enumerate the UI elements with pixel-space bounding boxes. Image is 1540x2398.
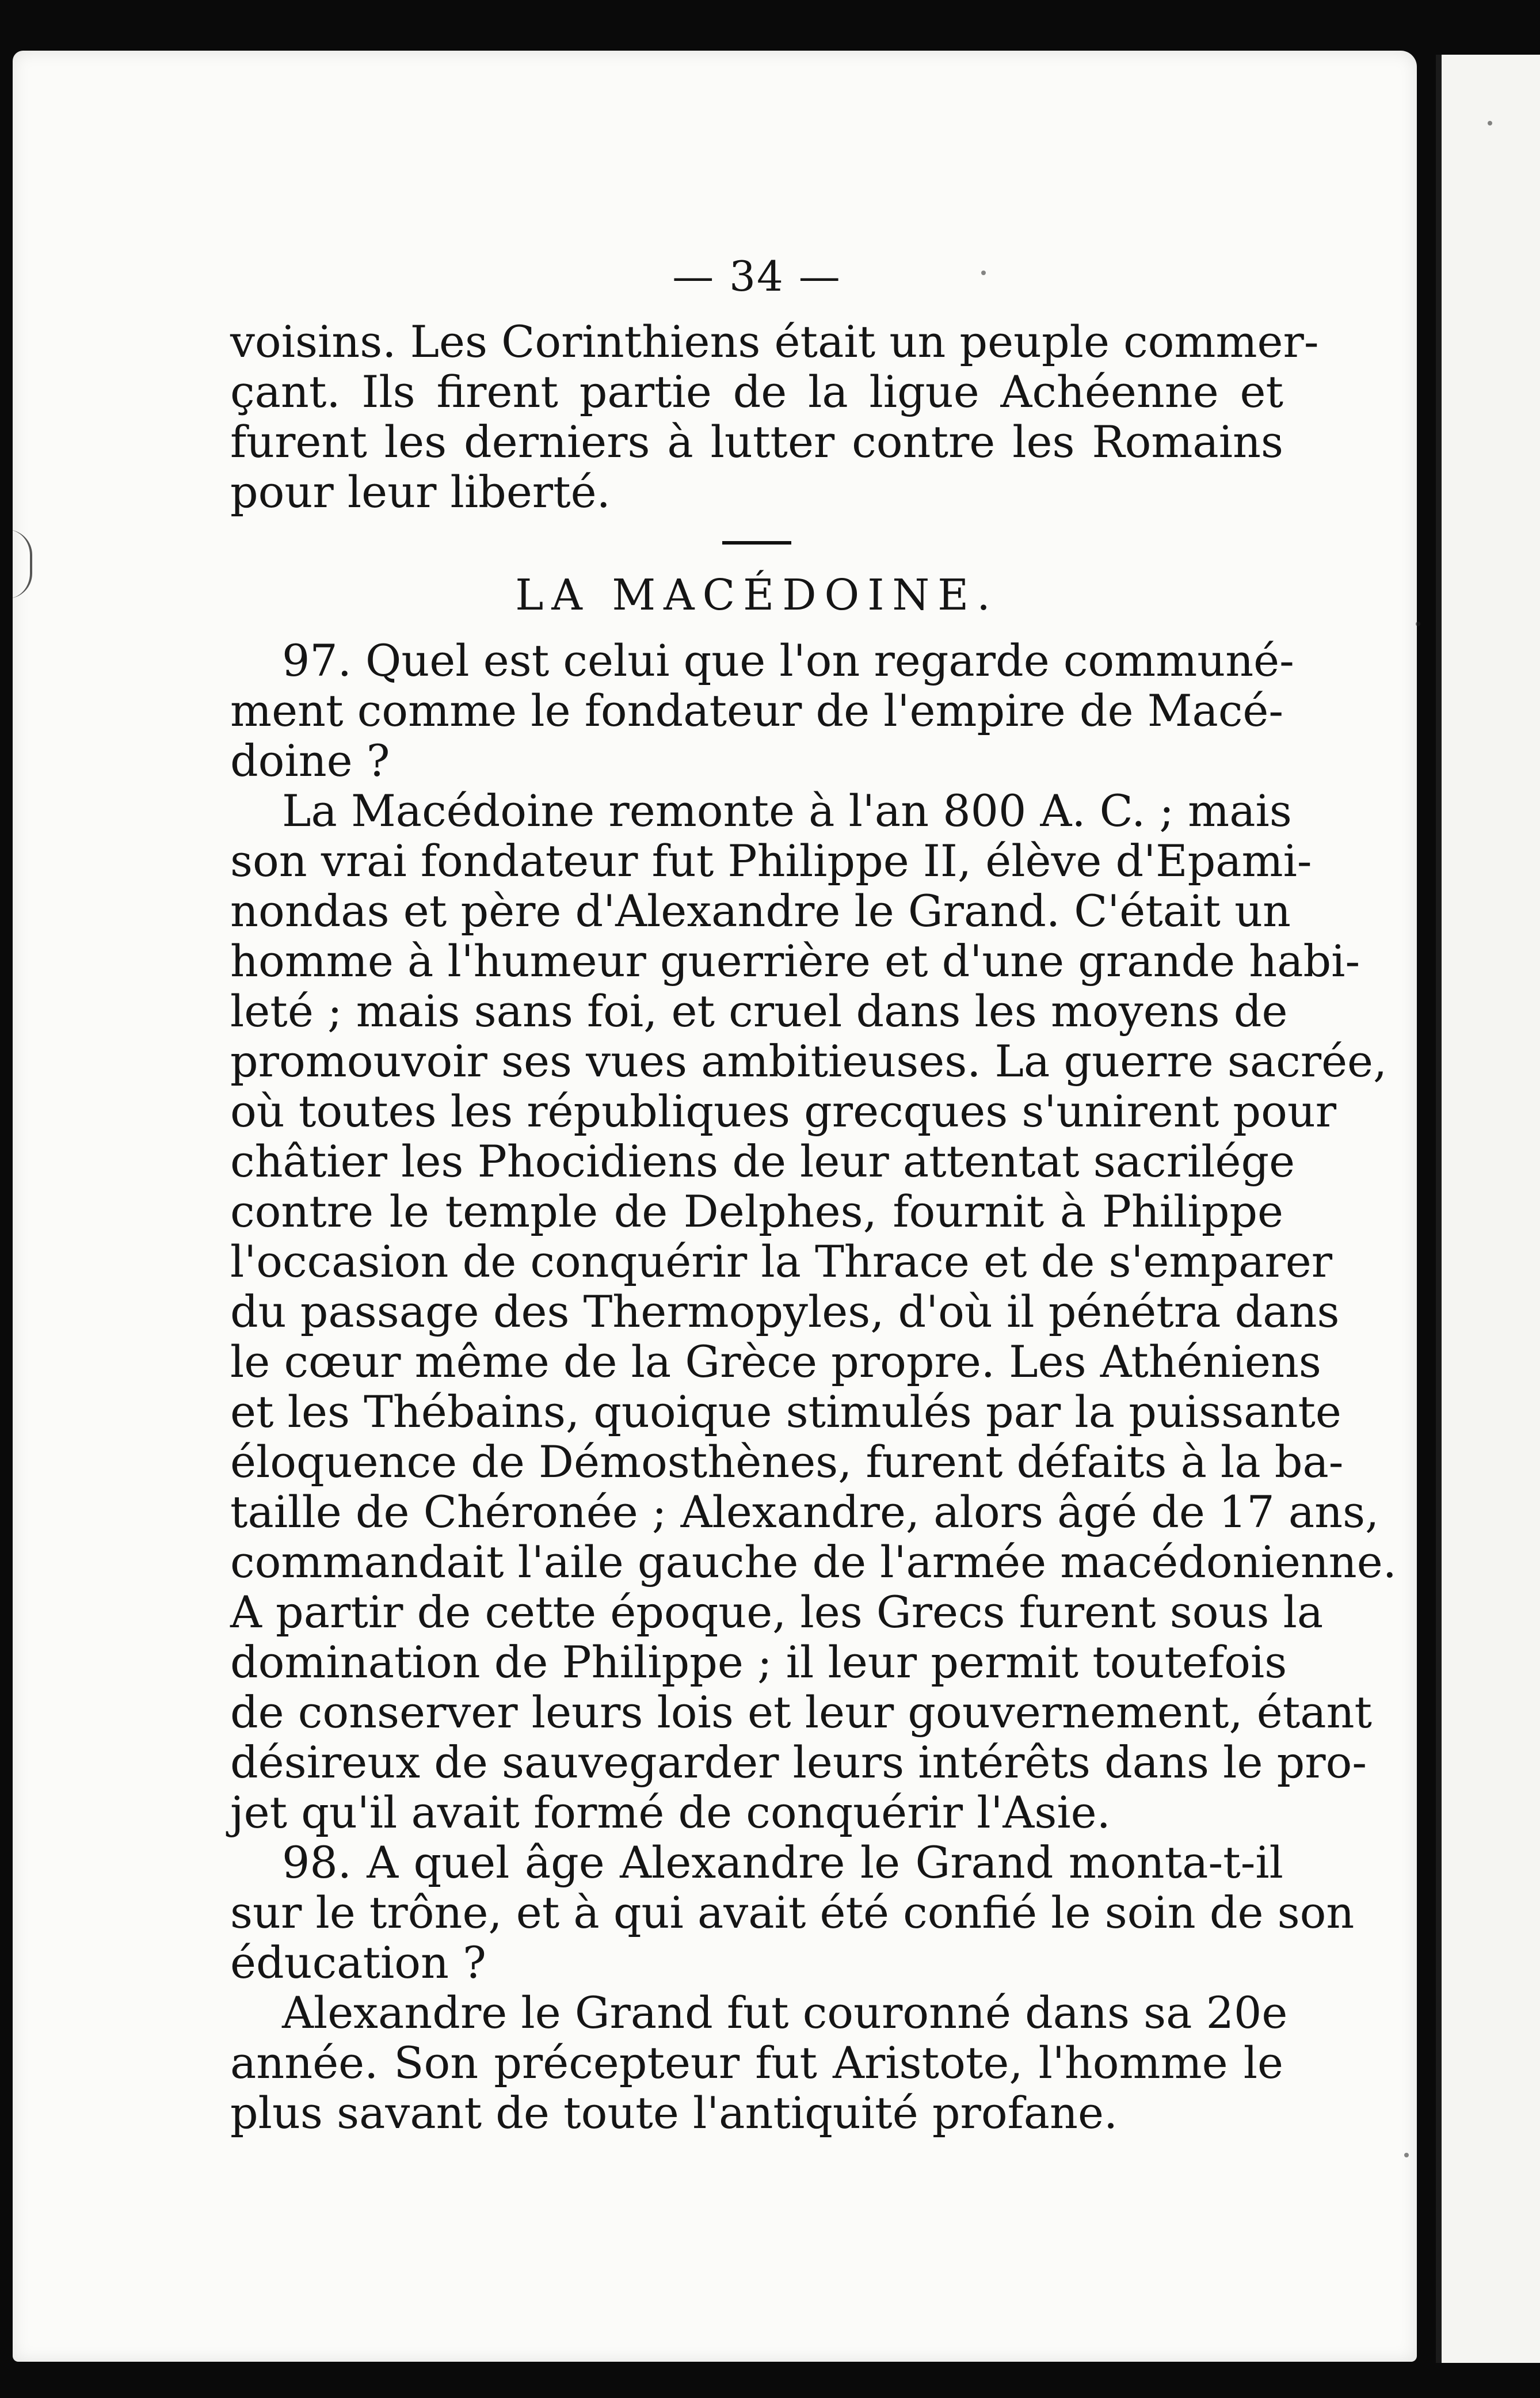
answer-97-line-5: leté ; mais sans foi, et cruel dans les moyens de bbox=[230, 985, 1288, 1037]
scan-speck bbox=[1404, 2153, 1409, 2157]
answer-97-line-16: commandait l'aile gauche de l'armée macédonienne. bbox=[230, 1536, 1397, 1588]
answer-97-line-19: de conserver leurs lois et leur gouvernement, étant bbox=[230, 1687, 1373, 1738]
adjacent-page-edge bbox=[1436, 55, 1540, 2363]
question-98-line-1: 98. A quel âge Alexandre le Grand monta-t-il bbox=[282, 1837, 1283, 1888]
scan-speck bbox=[1488, 121, 1492, 125]
intro-line-2: çant. Ils firent partie de la ligue Achéenne et bbox=[230, 366, 1283, 417]
answer-97-line-8: châtier les Phocidiens de leur attentat sacrilége bbox=[230, 1136, 1295, 1187]
answer-97-line-11: du passage des Thermopyles, d'où il pénétra dans bbox=[230, 1286, 1340, 1337]
answer-97-line-3: nondas et père d'Alexandre le Grand. C'était un bbox=[230, 885, 1291, 937]
question-98-line-2: sur le trône, et à qui avait été confié le soin de son bbox=[230, 1887, 1355, 1938]
answer-97-line-20: désireux de sauvegarder leurs intérêts dans le pro- bbox=[230, 1737, 1367, 1788]
answer-98-line-2: année. Son précepteur fut Aristote, l'homme le bbox=[230, 2037, 1283, 2088]
answer-97-line-17: A partir de cette époque, les Grecs furent sous la bbox=[230, 1586, 1324, 1638]
answer-97-line-18: domination de Philippe ; il leur permit toutefois bbox=[230, 1636, 1287, 1688]
answer-97-line-10: l'occasion de conquérir la Thrace et de s'emparer bbox=[230, 1236, 1333, 1287]
answer-97-line-1: La Macédoine remonte à l'an 800 A. C. ; mais bbox=[282, 785, 1292, 836]
question-97-line-3: doine ? bbox=[230, 735, 390, 786]
answer-97-line-9: contre le temple de Delphes, fournit à Philippe bbox=[230, 1186, 1283, 1237]
answer-97-line-7: où toutes les républiques grecques s'unirent pour bbox=[230, 1086, 1337, 1137]
scan-speck bbox=[1416, 622, 1420, 626]
answer-97-line-6: promouvoir ses vues ambitieuses. La guerre sacrée, bbox=[230, 1036, 1387, 1087]
answer-98-line-1: Alexandre le Grand fut couronné dans sa 20e bbox=[282, 1987, 1288, 2038]
intro-line-3: furent les derniers à lutter contre les Romains bbox=[230, 416, 1283, 467]
page-number: — 34 — bbox=[672, 252, 841, 300]
intro-line-4: pour leur liberté. bbox=[230, 466, 611, 517]
section-separator bbox=[722, 541, 791, 545]
answer-97-line-13: et les Thébains, quoique stimulés par la puissante bbox=[230, 1386, 1341, 1437]
answer-97-line-4: homme à l'humeur guerrière et d'une grande habi- bbox=[230, 935, 1360, 987]
question-98-line-3: éducation ? bbox=[230, 1937, 486, 1988]
page-text bbox=[230, 252, 1397, 2138]
answer-97-line-21: jet qu'il avait formé de conquérir l'Asie. bbox=[230, 1787, 1111, 1838]
answer-97-line-2: son vrai fondateur fut Philippe II, élève d'Epami- bbox=[230, 835, 1312, 886]
question-97-line-2: ment comme le fondateur de l'empire de Macé- bbox=[230, 685, 1284, 736]
answer-97-line-14: éloquence de Démosthènes, furent défaits à la ba- bbox=[230, 1436, 1344, 1487]
answer-98-line-3: plus savant de toute l'antiquité profane. bbox=[230, 2087, 1118, 2138]
section-title: LA MACÉDOINE. bbox=[515, 570, 998, 620]
answer-97-line-12: le cœur même de la Grèce propre. Les Athéniens bbox=[230, 1336, 1321, 1387]
intro-line-1: voisins. Les Corinthiens était un peuple commer- bbox=[230, 316, 1319, 367]
answer-97-line-15: taille de Chéronée ; Alexandre, alors âgé de 17 ans, bbox=[230, 1486, 1379, 1537]
question-97-line-1: 97. Quel est celui que l'on regarde communé- bbox=[282, 635, 1294, 686]
